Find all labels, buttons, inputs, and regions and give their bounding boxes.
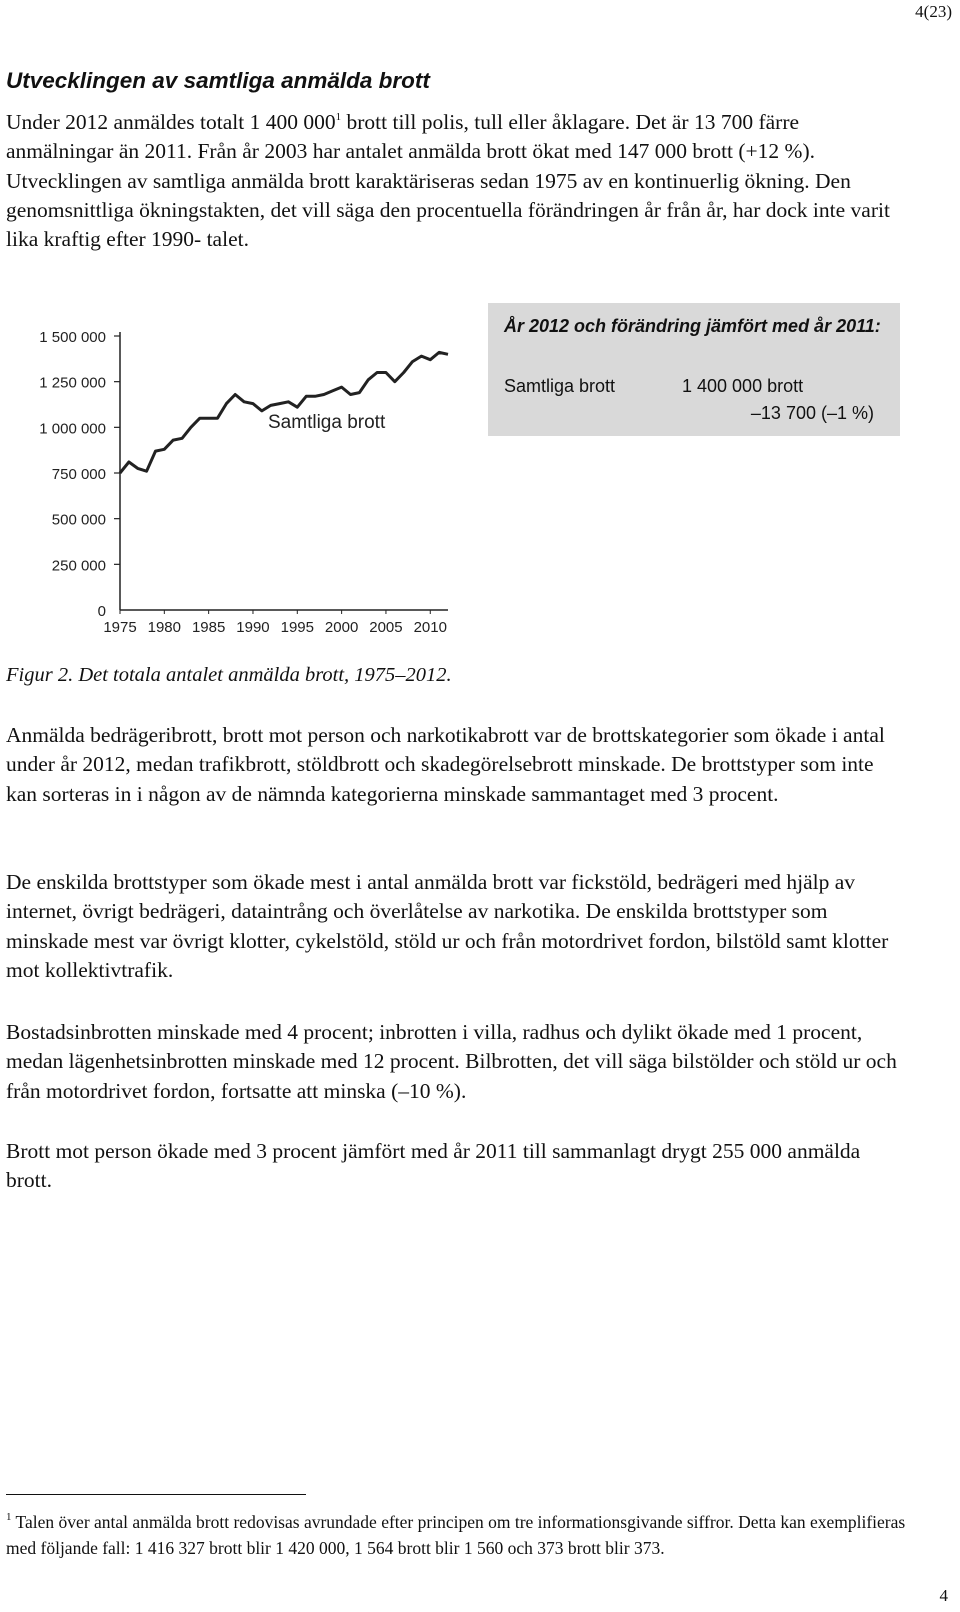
paragraph-intro-text-a: Under 2012 anmäldes totalt 1 400 000: [6, 110, 336, 134]
section-heading: Utvecklingen av samtliga anmälda brott: [6, 68, 430, 93]
x-tick-label: 2005: [369, 619, 403, 636]
y-axis-ticks: [39, 329, 120, 620]
x-tick-label: 2010: [413, 619, 447, 636]
summary-box-change: –13 700 (–1 %): [750, 403, 874, 423]
summary-box-title: År 2012 och förändring jämfört med år 2011:: [504, 316, 881, 336]
crime-line-chart: [0, 300, 470, 640]
y-tick-label: 1 000 000: [39, 420, 106, 438]
summary-box-value: 1 400 000 brott: [682, 376, 804, 396]
x-tick-label: 1985: [191, 619, 226, 636]
paragraph-person-crimes: Brott mot person ökade med 3 procent jämfört med år 2011 till sammanlagt drygt 255 000 anmälda brott.: [6, 1139, 861, 1193]
x-tick-label: 1990: [236, 619, 270, 636]
footnote-marker: 1: [6, 1511, 12, 1523]
figure-caption: Figur 2. Det totala antalet anmälda brott, 1975–2012.: [6, 664, 452, 686]
summary-box: [488, 303, 900, 436]
x-tick-label: 1980: [147, 619, 182, 636]
y-tick-label: 0: [97, 603, 106, 620]
page-number-header: 4(23): [915, 2, 952, 21]
paragraph-crime-types: De enskilda brottstyper som ökade mest i antal anmälda brott var fickstöld, bedrägeri med hjälp av internet, övrigt bedrägeri, dataintrång och överlåtelse av narkotika. De enskilda brottstyper som minskade mest var övrigt klotter, cykelstöld, stöld ur och från motordrivet fordon, bilstöld samt klotter mot kollektivtrafik.: [6, 870, 889, 982]
summary-box-label: Samtliga brott: [504, 376, 616, 396]
series-label: Samtliga brott: [268, 412, 386, 433]
paragraph-intro-text-b: brott till polis, tull eller åklagare. Det är 13 700 färre anmälningar än 2011. Från år 2003 har antalet anmälda brott ökat med 147 000 brott (+12 %). Utvecklingen av samtliga anmälda brott karaktäriseras sedan 1975 av en kontinuerlig ökning. Den genomsnittliga ökningstakten, det vill säga den procentuella förändringen år från år, har dock inte varit lika kraftig efter 1990- talet.: [6, 110, 890, 252]
y-tick-label: 250 000: [51, 557, 106, 575]
y-tick-label: 750 000: [51, 466, 106, 483]
page-number-footer: 4: [939, 1586, 948, 1605]
x-tick-label: 2000: [324, 619, 359, 636]
footnote: [6, 1509, 906, 1561]
chart-svg: [0, 300, 470, 640]
x-tick-label: 1975: [103, 619, 137, 636]
y-tick-label: 1 500 000: [39, 329, 106, 346]
paragraph-burglary: Bostadsinbrotten minskade med 4 procent; inbrotten i villa, radhus och dylikt ökade med 1 procent, medan lägenhetsinbrotten minskade med 12 procent. Bilbrotten, det vill säga bilstölder och stöld ur och från motordrivet fordon, fortsatte att minska (–10 %).: [6, 1020, 897, 1103]
y-tick-label: 500 000: [51, 511, 106, 529]
footnote-reference[interactable]: 1: [335, 111, 342, 123]
footnote-divider: [6, 1494, 306, 1495]
x-tick-label: 1995: [280, 619, 314, 636]
paragraph-intro: [6, 108, 906, 254]
paragraph-categories: Anmälda bedrägeribrott, brott mot person och narkotikabrott var de brottskategorier som ökade i antal under år 2012, medan trafikbrott, stöldbrott och skadegörelsebrott minskade. De brottstyper som inte kan sorteras in i någon av de nämnda kategorierna minskade sammantaget med 3 procent.: [6, 723, 885, 806]
footnote-text: Talen över antal anmälda brott redovisas avrundade efter principen om tre informationsgivande siffror. Detta kan exemplifieras med följande fall: 1 416 327 brott blir 1 420 000, 1 564 brott blir 1 560 och 373 brott blir 373.: [6, 1512, 906, 1558]
x-axis-ticks: [103, 610, 447, 636]
y-tick-label: 1 250 000: [39, 374, 106, 392]
